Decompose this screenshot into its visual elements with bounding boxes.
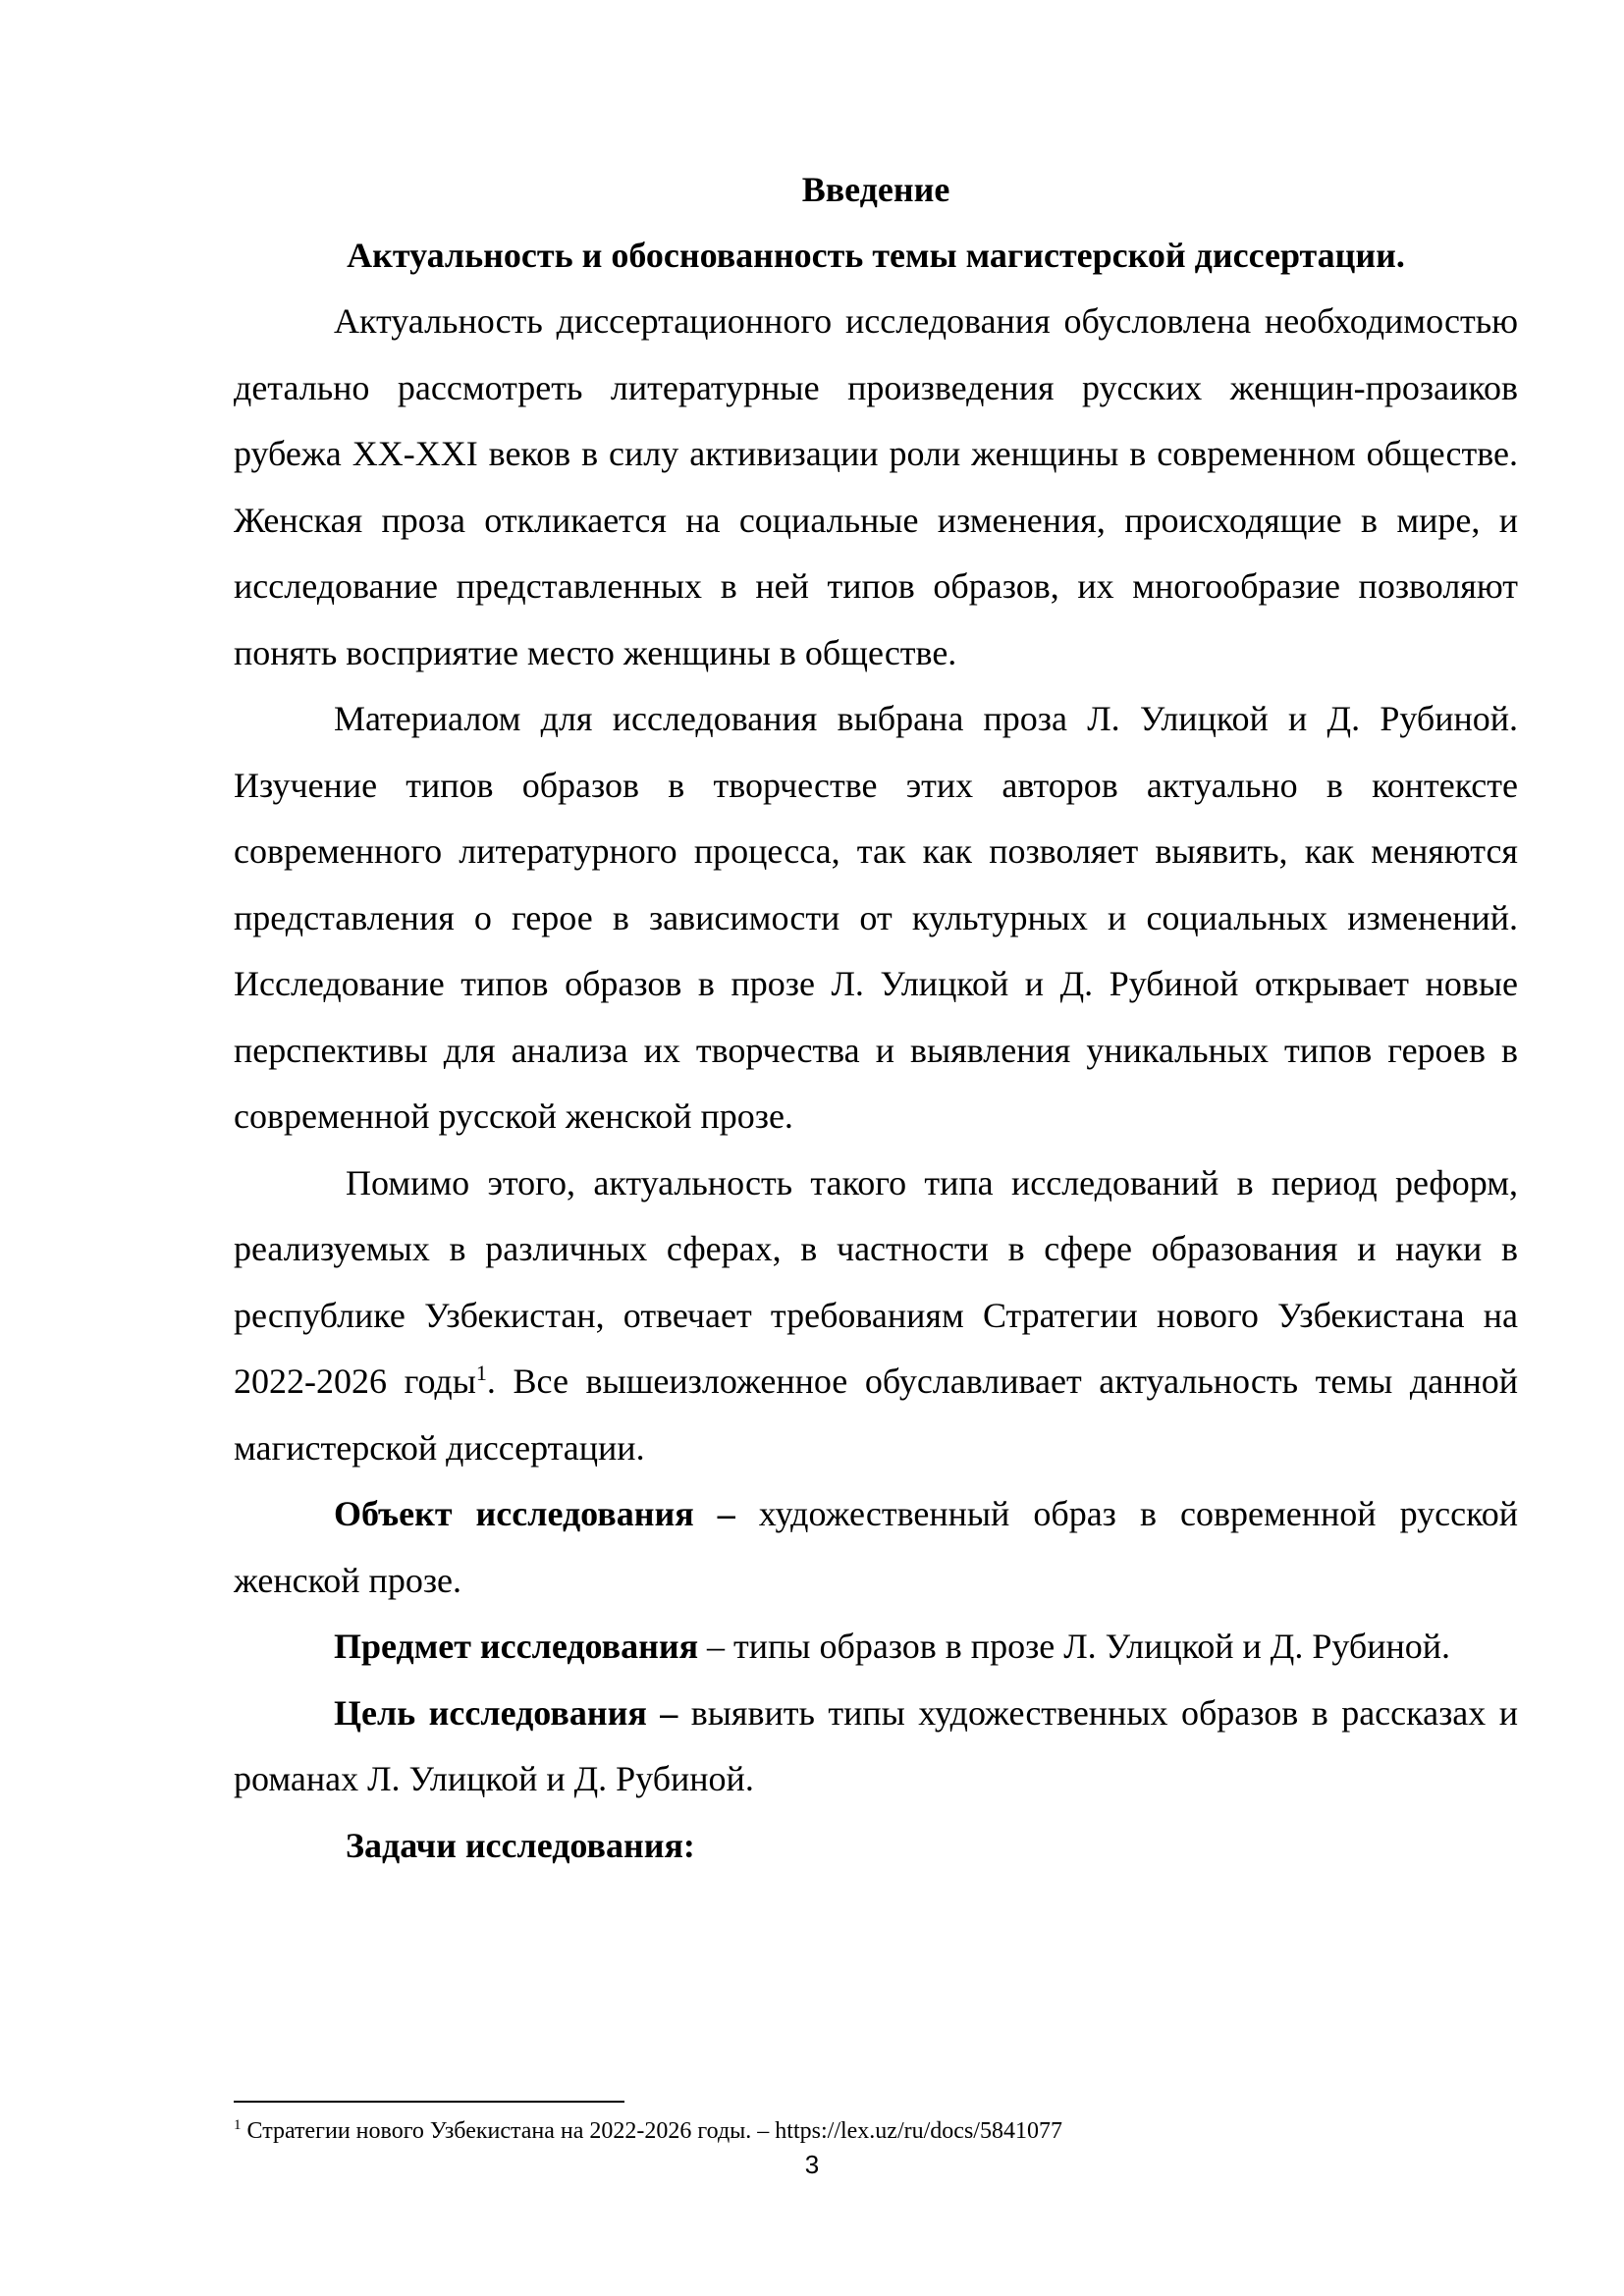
paragraph-relevance: Актуальность диссертационного исследования обусловлена необходимостью детально рассмотреть литературные произведения русских женщин-прозаиков рубежа XX-XXI веков в силу активизации роли женщины в современном обществе. Женская проза откликается на социальные изменения, происходящие в мире, и исследование представленных в ней типов образов, их многообразие позволяют понять восприятие место женщины в обществе. [234, 301, 1518, 672]
tasks-label: Задачи исследования: [346, 1825, 695, 1865]
paragraph-object [234, 1481, 1518, 1614]
paragraph-subject [234, 1614, 1518, 1681]
paragraph-strategy [234, 1150, 1518, 1482]
page-title: Введение [801, 170, 950, 209]
paragraph-strategy-text: Помимо этого, актуальность такого типа исследований в период реформ, реализуемых в различных сферах, в частности в сфере образования и науки в республике Узбекистан, отвечает требованиям Стратегии нового Узбекистана на 2022-2026 годы [234, 1162, 1518, 1401]
footnote-mark: 1 [234, 2117, 242, 2133]
footnote [234, 2116, 1062, 2146]
subject-label: Предмет исследования [334, 1627, 699, 1666]
footnote-reference[interactable]: 1 [475, 1361, 487, 1385]
paragraph-goal [234, 1681, 1518, 1813]
page-number: 3 [804, 2150, 820, 2179]
paragraph-tasks [234, 1813, 1518, 1880]
section-heading: Актуальность и обоснованность темы магистерской диссертации. [347, 236, 1405, 275]
footnote-text: Стратегии нового Узбекистана на 2022-2026 годы. – https://lex.uz/ru/docs/5841077 [241, 2118, 1062, 2144]
footnote-separator [234, 2101, 624, 2103]
goal-text: выявить типы художественных образов в рассказах и романах Л. Улицкой и Д. Рубиной. [234, 1692, 1518, 1798]
paragraph-material: Материалом для исследования выбрана проза Л. Улицкой и Д. Рубиной. Изучение типов образов в творчестве этих авторов актуально в контексте современного литературного процесса, так как позволяет выявить, как меняются представления о герое в зависимости от культурных и социальных изменений. Исследование типов образов в прозе Л. Улицкой и Д. Рубиной открывает новые перспективы для анализа их творчества и выявления уникальных типов героев в современной русской женской прозе. [234, 699, 1518, 1136]
object-label: Объект исследования – [334, 1494, 735, 1533]
paragraph-strategy-text-end: . Все вышеизложенное обуславливает актуальность темы данной магистерской диссертации. [234, 1362, 1518, 1468]
goal-label: Цель исследования – [334, 1692, 678, 1733]
document-page [234, 157, 1518, 1879]
object-text: художественный образ в современной русской женской прозе. [234, 1494, 1519, 1600]
subject-text: – типы образов в прозе Л. Улицкой и Д. Рубиной. [698, 1627, 1451, 1666]
